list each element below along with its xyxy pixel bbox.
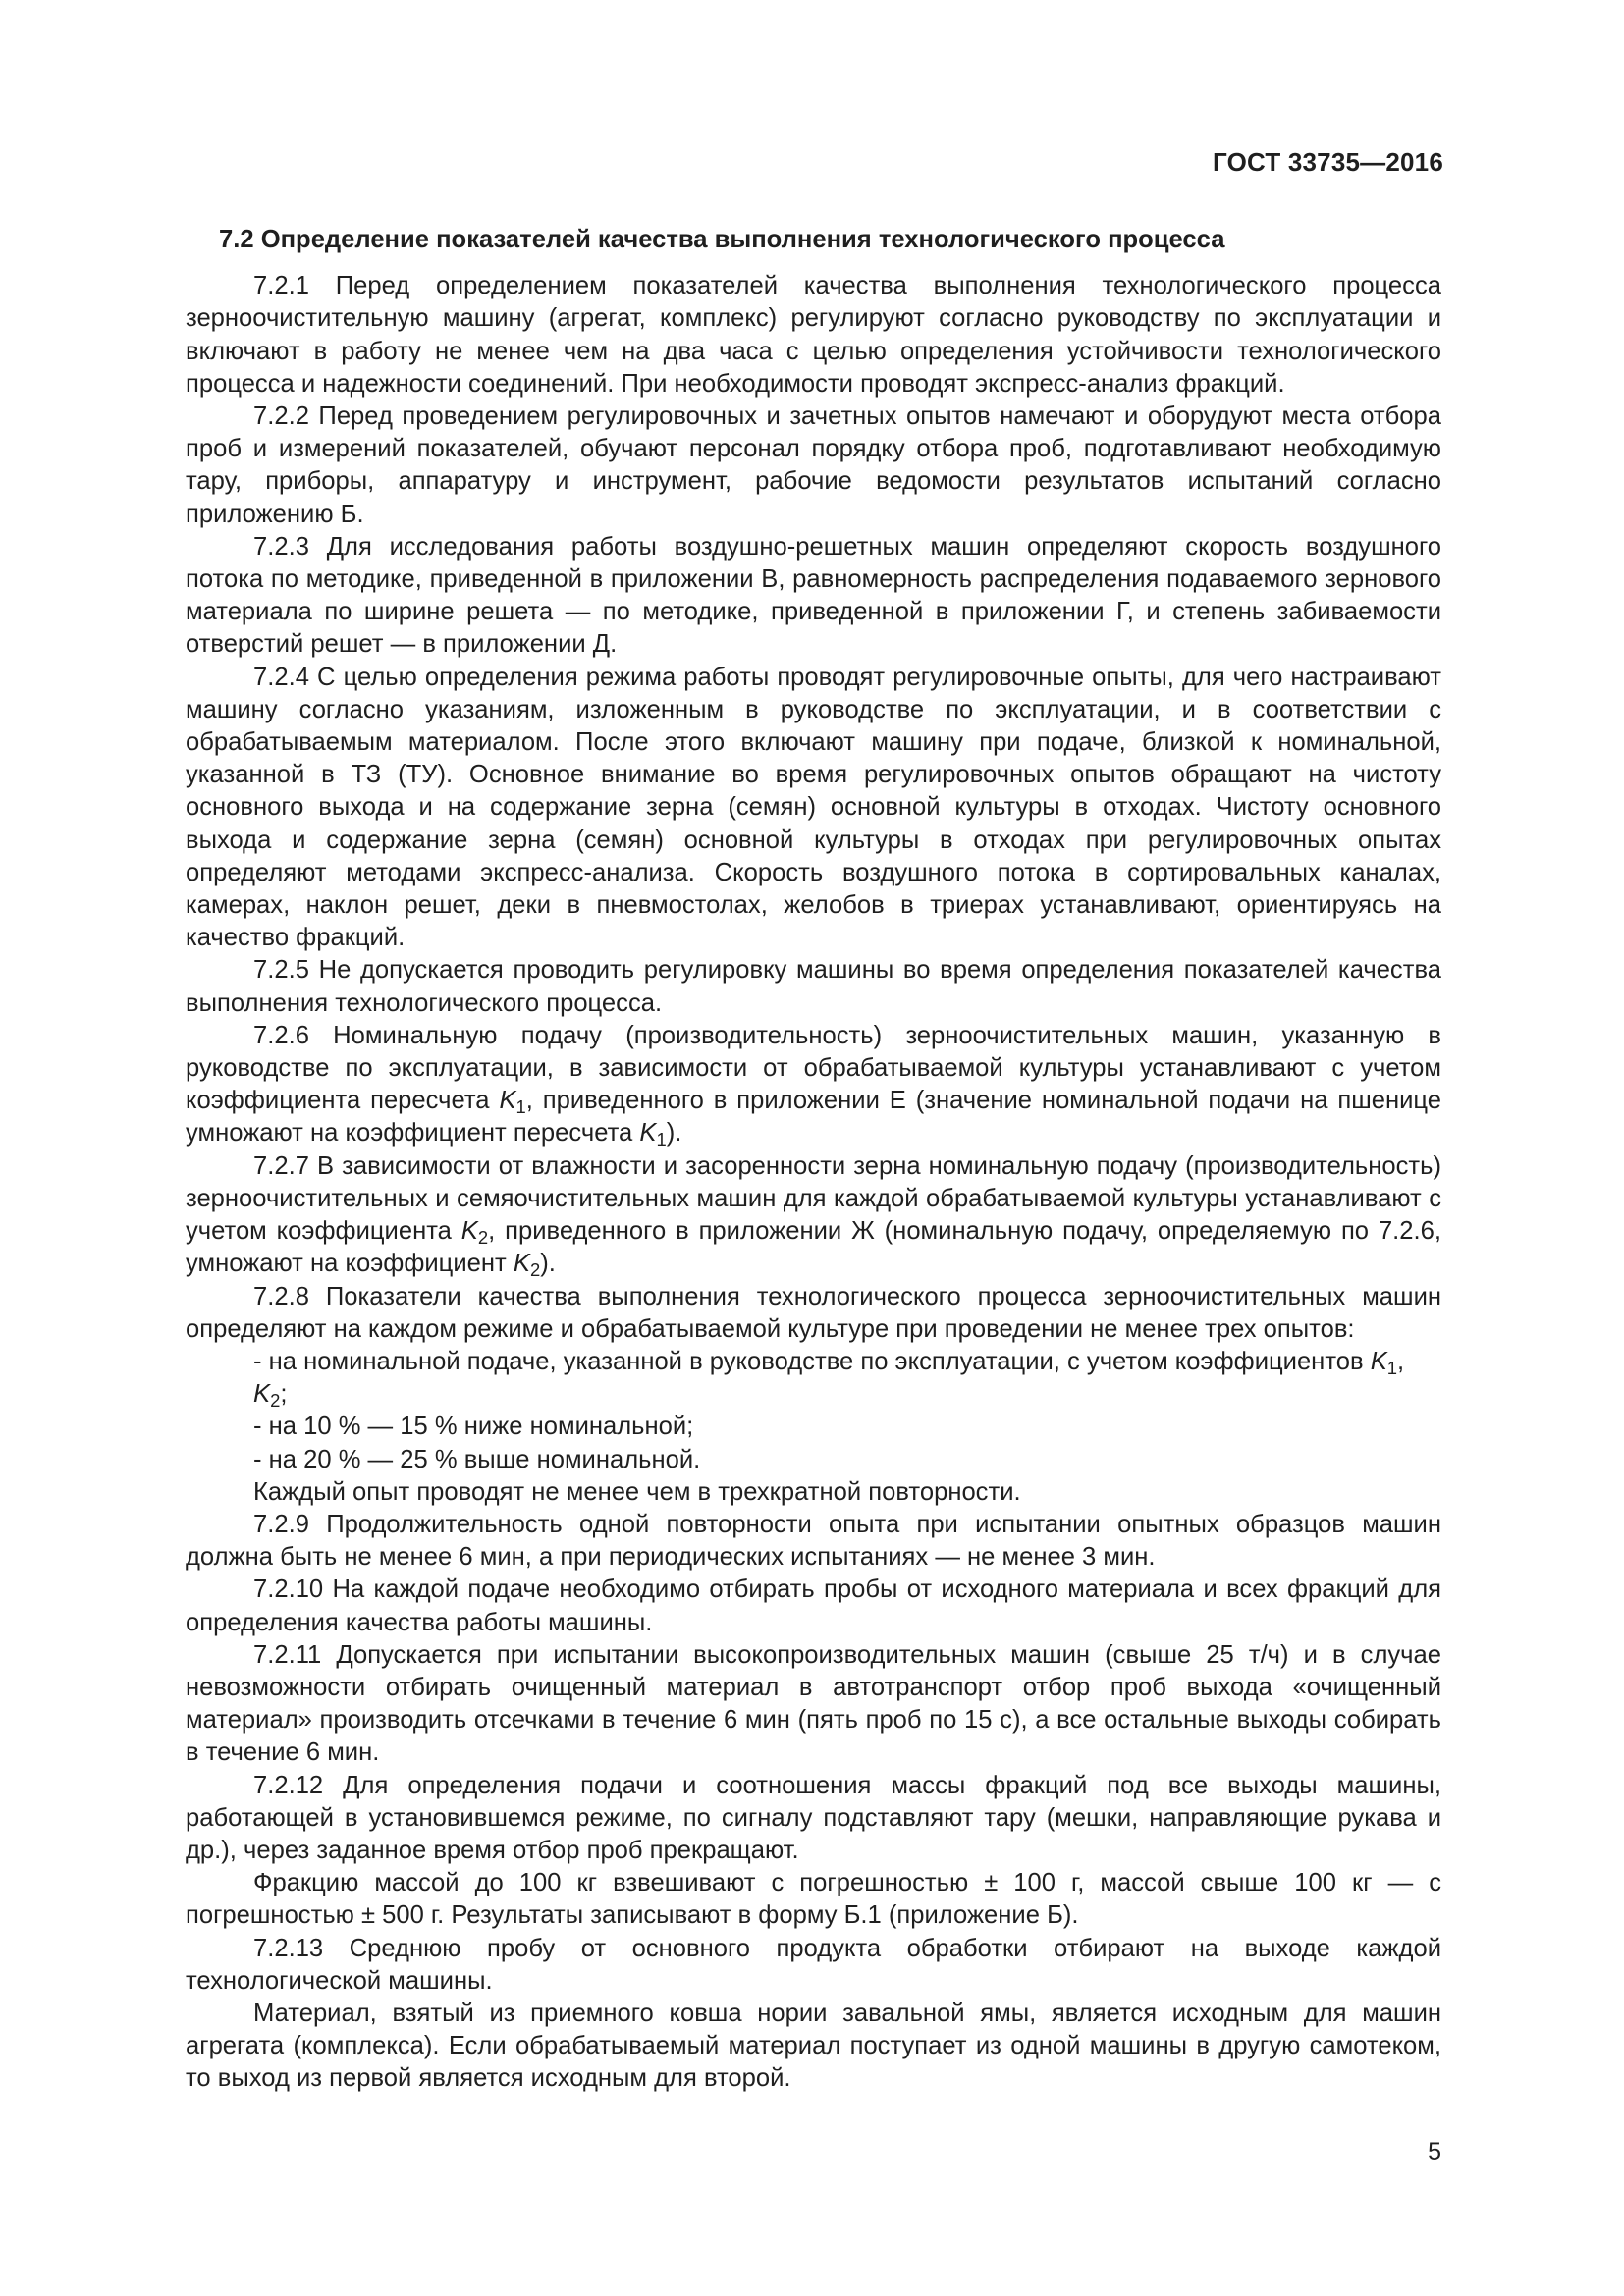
paragraph-7-2-4: 7.2.4 С целью определения режима работы проводят регулировочные опыты, для чего настраивают машину согласно указаниям, изложенным в руководстве по эксплуатации, и в соответствии с обрабатываемым материалом. После этого включают машину при подаче, близкой к номинальной, указанной в ТЗ (ТУ). Основное внимание во время регулировочных опытов обращают на чистоту основного выхода и на содержание зерна (семян) основной культуры в отходах. Чистоту основного выхода и содержание зерна (семян) основной культуры в отходах при регулировочных опытах определяют методами экспресс-анализа. Скорость воздушного потока в сортировальных каналах, камерах, наклон решет, деки в пневмостолах, желобов в триерах устанавливают, ориентируясь на качество фракций. bbox=[186, 663, 1441, 952]
paragraph-7-2-1: 7.2.1 Перед определением показателей качества выполнения технологического процесса зерноочистительную машину (агрегат, комплекс) регулируют согласно руководству по эксплуатации и включают в работу не менее чем на два часа с целью определения устойчивости технологического процесса и надежности соединений. При необходимости проводят экспресс-анализ фракций. bbox=[186, 272, 1441, 398]
document-body bbox=[186, 224, 1441, 2096]
paragraph-7-2-5: 7.2.5 Не допускается проводить регулировку машины во время определения показателей качества выполнения технологического процесса. bbox=[186, 956, 1441, 1017]
paragraph-7-2-12: 7.2.12 Для определения подачи и соотношения массы фракций под все выходы машины, работающей в установившемся режиме, по сигналу подставляют тару (мешки, направляющие рукава и др.), через заданное время отбор проб прекращают. bbox=[186, 1771, 1441, 1864]
coefficient-k2: $K_2$ bbox=[460, 1217, 489, 1249]
list-item: - на 10 % — 15 % ниже номинальной; bbox=[253, 1413, 694, 1441]
coefficient-k1: $K_1$ bbox=[1370, 1347, 1398, 1379]
list-item: - на номинальной подаче, указанной в руководстве по эксплуатации, с учетом коэффициентов $K_1$, $K_2$; bbox=[253, 1347, 1405, 1412]
paragraph-7-2-3: 7.2.3 Для исследования работы воздушно-решетных машин определяют скорость воздушного потока по методике, приведенной в приложении В, равномерность распределения подаваемого зернового материала по ширине решета — по методике, приведенной в приложении Г, и степень забиваемости отверстий решет — в приложении Д. bbox=[186, 532, 1441, 659]
paragraph-7-2-10: 7.2.10 На каждой подаче необходимо отбирать пробы от исходного материала и всех фракций для определения качества работы машины. bbox=[186, 1575, 1441, 1636]
section-title: 7.2 Определение показателей качества выполнения технологического процесса bbox=[219, 226, 1225, 253]
paragraph-7-2-8-note: Каждый опыт проводят не менее чем в трехкратной повторности. bbox=[253, 1477, 1021, 1506]
page-number: 5 bbox=[1428, 2138, 1441, 2165]
paragraph-7-2-7: 7.2.7 В зависимости от влажности и засоренности зерна номинальную подачу (производительность) зерноочистительных и семяочистительных машин для каждой обрабатываемой культуры устанавливают с учетом коэффициента $K_2$, приведенного в приложении Ж (номинальную подачу, определяемую по 7.2.6, умножают на коэффициент $K_2$). bbox=[186, 1151, 1441, 1281]
paragraph-7-2-8: 7.2.8 Показатели качества выполнения технологического процесса зерноочистительных машин определяют на каждом режиме и обрабатываемой культуре при проведении не менее трех опытов: bbox=[186, 1282, 1441, 1343]
paragraph-7-2-9: 7.2.9 Продолжительность одной повторности опыта при испытании опытных образцов машин должна быть не менее 6 мин, а при периодических испытаниях — не менее 3 мин. bbox=[186, 1510, 1441, 1572]
coefficient-k2: $K_2$ bbox=[253, 1380, 281, 1412]
coefficient-k1: $K_1$ bbox=[639, 1119, 667, 1150]
paragraph-7-2-12-note: Фракцию массой до 100 кг взвешивают с погрешностью ± 100 г, массой свыше 100 кг — с погрешностью ± 500 г. Результаты записывают в форму Б.1 (приложение Б). bbox=[186, 1869, 1441, 1930]
coefficient-k2: $K_2$ bbox=[513, 1250, 541, 1281]
list-item: - на 20 % — 25 % выше номинальной. bbox=[253, 1445, 701, 1473]
paragraph-7-2-2: 7.2.2 Перед проведением регулировочных и зачетных опытов намечают и оборудуют места отбора проб и измерений показателей, обучают персонал порядку отбора проб, подготавливают необходимую тару, приборы, аппаратуру и инструмент, рабочие ведомости результатов испытаний согласно приложению Б. bbox=[186, 402, 1441, 528]
paragraph-7-2-13-note: Материал, взятый из приемного ковша нории завальной ямы, является исходным для машин агрегата (комплекса). Если обрабатываемый материал поступает из одной машины в другую самотеком, то выход из первой является исходным для второй. bbox=[186, 1999, 1441, 2093]
document-code: ГОСТ 33735—2016 bbox=[1213, 147, 1443, 177]
paragraph-7-2-6: 7.2.6 Номинальную подачу (производительность) зерноочистительных машин, указанную в руководстве по эксплуатации, в зависимости от обрабатываемой культуры устанавливают с учетом коэффициента пересчета $K_1$, приведенного в приложении Е (значение номинальной подачи на пшенице умножают на коэффициент пересчета $K_1$). bbox=[186, 1021, 1441, 1150]
paragraph-7-2-13: 7.2.13 Среднюю пробу от основного продукта обработки отбирают на выходе каждой технологической машины. bbox=[186, 1934, 1441, 1995]
coefficient-k1: $K_1$ bbox=[499, 1087, 526, 1118]
paragraph-7-2-11: 7.2.11 Допускается при испытании высокопроизводительных машин (свыше 25 т/ч) и в случае невозможности отбирать очищенный материал в автотранспорт отбор проб выхода «очищенный материал» производить отсечками в течение 6 мин (пять проб по 15 с), а все остальные выходы собирать в течение 6 мин. bbox=[186, 1640, 1441, 1767]
